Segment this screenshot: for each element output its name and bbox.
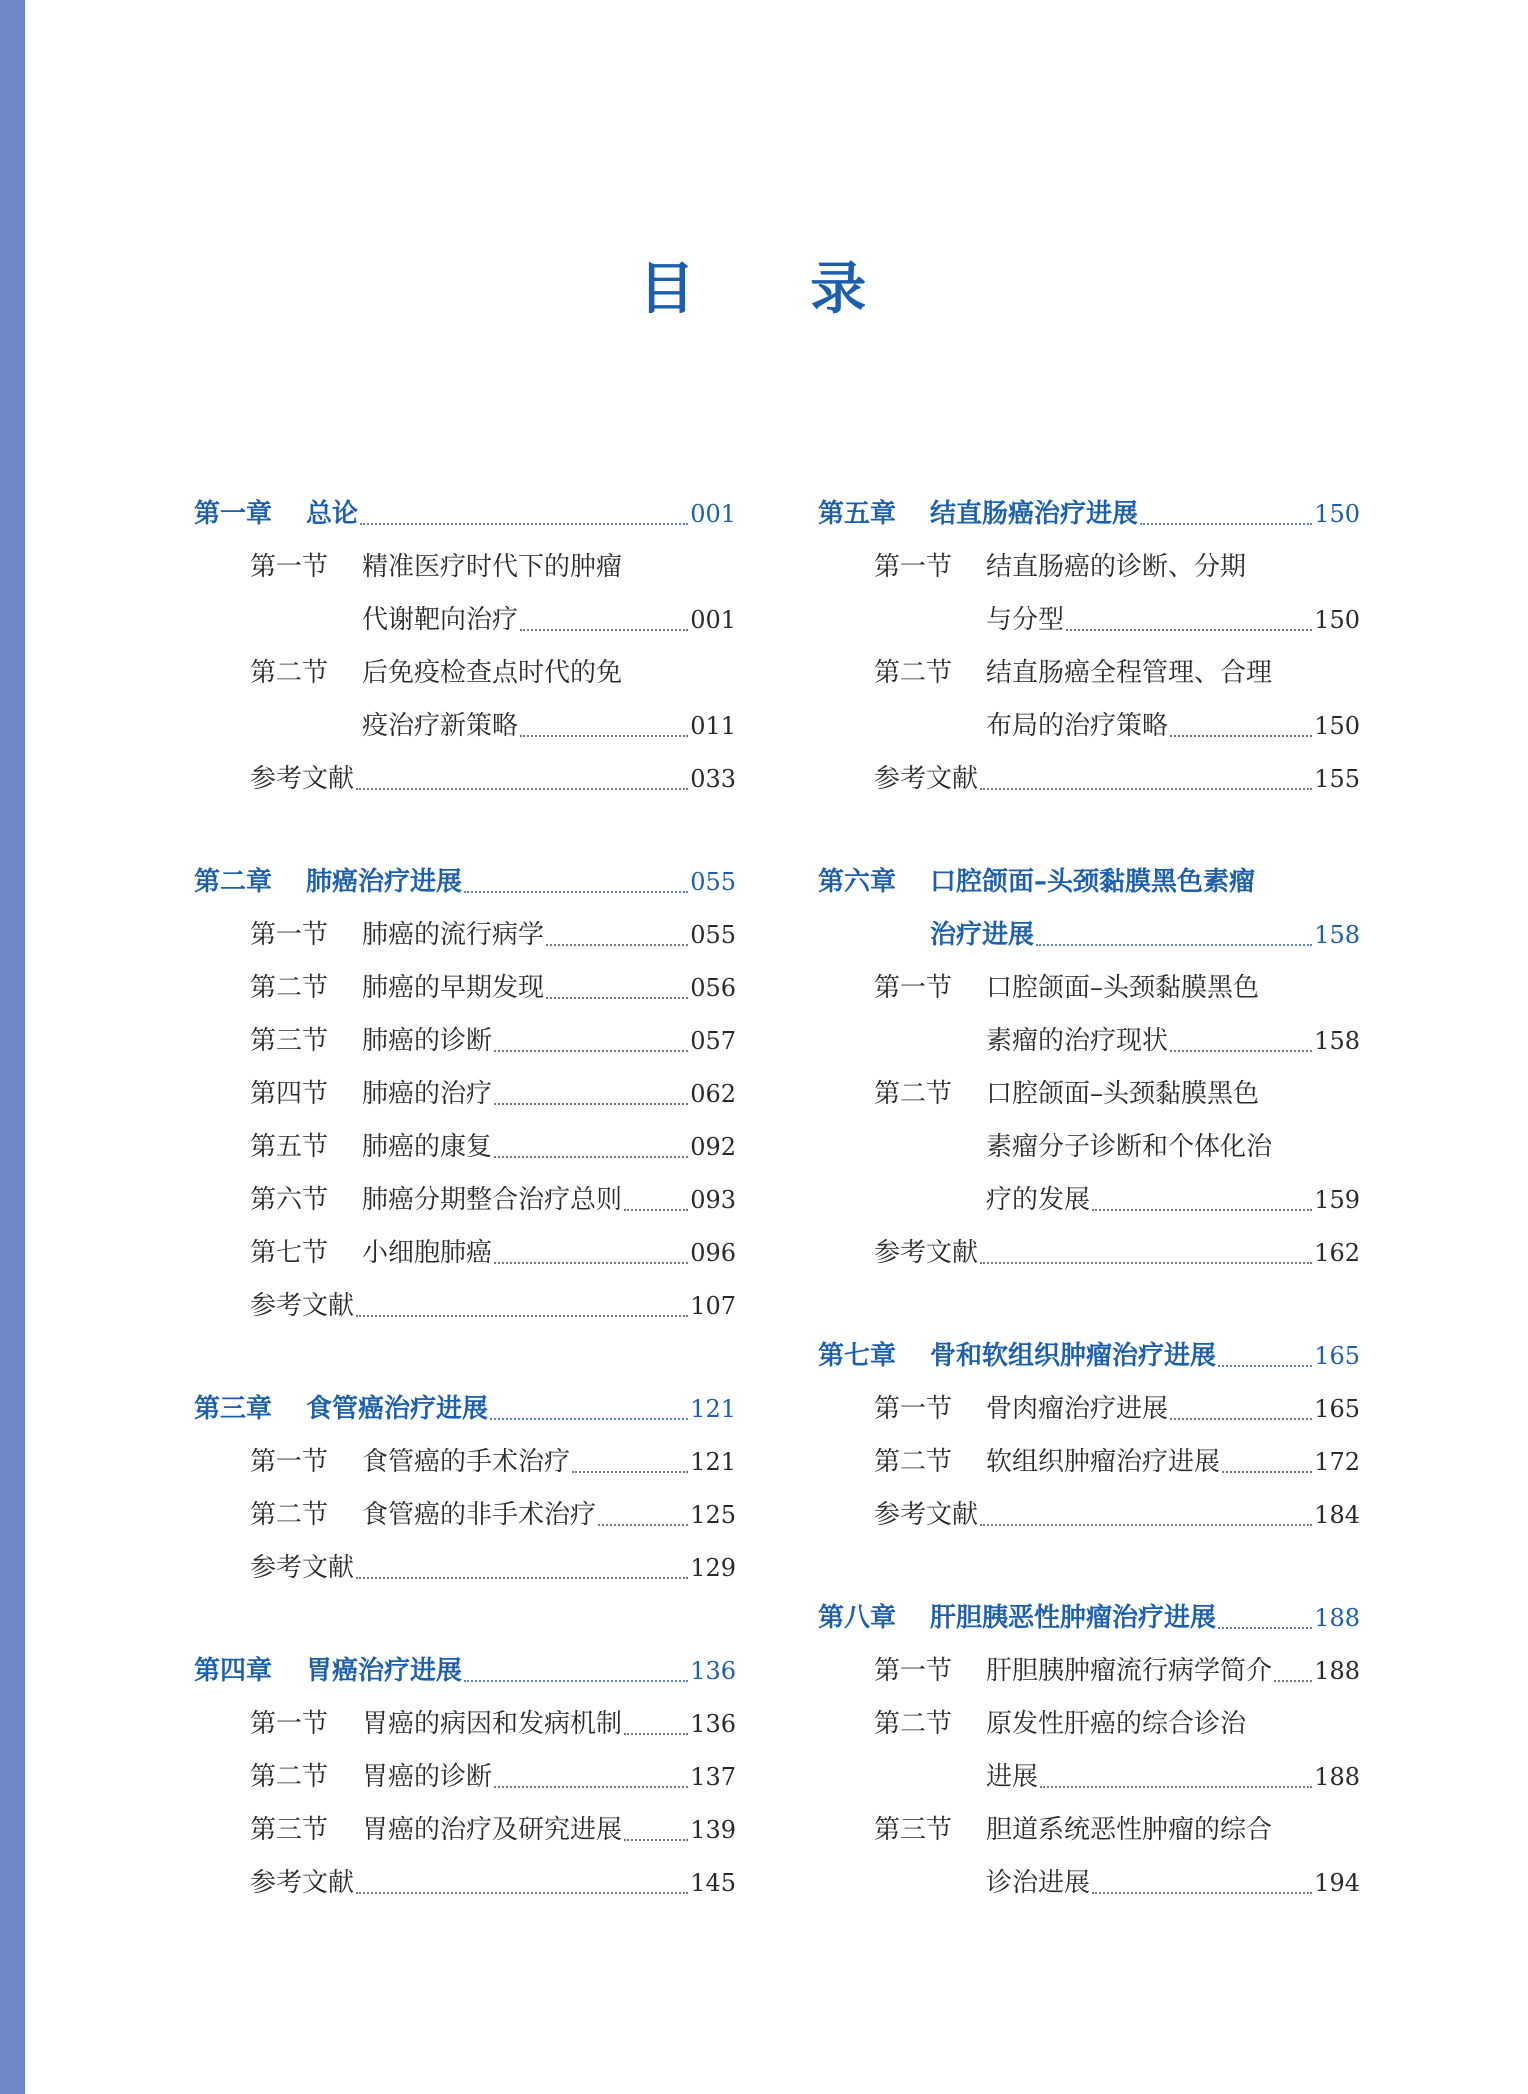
section-number: 第二节 xyxy=(250,658,329,688)
references-page-number: 162 xyxy=(1314,1239,1360,1267)
chapter-title: 口腔颌面–头颈黏膜黑色素瘤 xyxy=(930,867,1256,897)
chapter-title: 治疗进展 xyxy=(930,920,1035,950)
section-title: 与分型 xyxy=(986,605,1065,635)
references-page-number: 155 xyxy=(1314,765,1360,793)
section-title: 肺癌的早期发现 xyxy=(362,973,545,1003)
section-row[interactable] xyxy=(818,541,1360,594)
dot-leader xyxy=(464,1680,688,1682)
section-title: 肝胆胰肿瘤流行病学简介 xyxy=(986,1656,1273,1686)
chapter-number: 第二章 xyxy=(194,867,273,897)
dot-leader xyxy=(1140,523,1312,525)
section-row[interactable] xyxy=(194,1436,736,1489)
references-label: 参考文献 xyxy=(250,1868,355,1898)
chapter-title: 骨和软组织肿瘤治疗进展 xyxy=(930,1341,1217,1371)
chapter-page-number: 055 xyxy=(690,868,736,896)
dot-leader xyxy=(980,1262,1312,1264)
references-label: 参考文献 xyxy=(250,764,355,794)
section-page-number: 056 xyxy=(690,974,736,1002)
dot-leader xyxy=(356,788,688,790)
dot-leader xyxy=(1092,1209,1312,1211)
chapter-number: 第三章 xyxy=(194,1394,273,1424)
section-row[interactable] xyxy=(818,1015,1360,1068)
dot-leader xyxy=(356,1577,688,1579)
section-title: 胃癌的病因和发病机制 xyxy=(362,1709,623,1739)
chapter-page-number: 121 xyxy=(690,1395,736,1423)
dot-leader xyxy=(624,1209,688,1211)
dot-leader xyxy=(1222,1471,1312,1473)
dot-leader xyxy=(356,1315,688,1317)
section-page-number: 062 xyxy=(690,1080,736,1108)
section-number: 第一节 xyxy=(250,1709,329,1739)
section-page-number: 172 xyxy=(1314,1448,1360,1476)
section-title: 胃癌的治疗及研究进展 xyxy=(362,1815,623,1845)
section-number: 第二节 xyxy=(250,1762,329,1792)
chapter-title: 食管癌治疗进展 xyxy=(306,1394,489,1424)
chapter-number: 第七章 xyxy=(818,1341,897,1371)
section-title: 布局的治疗策略 xyxy=(986,711,1169,741)
section-title: 软组织肿瘤治疗进展 xyxy=(986,1447,1221,1477)
section-row[interactable] xyxy=(818,700,1360,753)
section-title: 进展 xyxy=(986,1762,1039,1792)
section-title: 小细胞肺癌 xyxy=(362,1238,493,1268)
section-row[interactable] xyxy=(818,594,1360,647)
chapter-heading-row[interactable] xyxy=(194,856,736,909)
dot-leader xyxy=(624,1733,688,1735)
chapter-title: 肝胆胰恶性肿瘤治疗进展 xyxy=(930,1603,1217,1633)
section-page-number: 165 xyxy=(1314,1395,1360,1423)
references-label: 参考文献 xyxy=(874,1500,979,1530)
chapter-title: 肺癌治疗进展 xyxy=(306,867,463,897)
section-title: 胃癌的诊断 xyxy=(362,1762,493,1792)
section-row[interactable] xyxy=(818,1383,1360,1436)
section-title: 口腔颌面–头颈黏膜黑色 xyxy=(986,1079,1260,1109)
section-number: 第一节 xyxy=(874,552,953,582)
section-number: 第三节 xyxy=(250,1815,329,1845)
section-page-number: 057 xyxy=(690,1027,736,1055)
section-row[interactable] xyxy=(818,1068,1360,1121)
references-row[interactable] xyxy=(194,1542,736,1595)
section-row[interactable] xyxy=(818,962,1360,1015)
section-number: 第五节 xyxy=(250,1132,329,1162)
section-row[interactable] xyxy=(194,1068,736,1121)
dot-leader xyxy=(1274,1680,1312,1682)
section-title: 食管癌的非手术治疗 xyxy=(362,1500,597,1530)
section-title: 后免疫检查点时代的免 xyxy=(362,658,623,688)
section-page-number: 136 xyxy=(690,1710,736,1738)
chapter-title: 胃癌治疗进展 xyxy=(306,1656,463,1686)
section-title: 诊治进展 xyxy=(986,1868,1091,1898)
section-title: 口腔颌面–头颈黏膜黑色 xyxy=(986,973,1260,1003)
section-page-number: 137 xyxy=(690,1763,736,1791)
section-row[interactable] xyxy=(818,1804,1360,1857)
chapter-page-number: 136 xyxy=(690,1657,736,1685)
dot-leader xyxy=(980,788,1312,790)
dot-leader xyxy=(1218,1627,1312,1629)
section-page-number: 055 xyxy=(690,921,736,949)
section-row[interactable] xyxy=(818,1698,1360,1751)
chapter-page-number: 165 xyxy=(1314,1342,1360,1370)
section-title: 肺癌的治疗 xyxy=(362,1079,493,1109)
references-page-number: 184 xyxy=(1314,1501,1360,1529)
section-page-number: 001 xyxy=(690,606,736,634)
section-title: 原发性肝癌的综合诊治 xyxy=(986,1709,1247,1739)
section-page-number: 011 xyxy=(690,712,736,740)
chapter-number: 第六章 xyxy=(818,867,897,897)
section-title: 骨肉瘤治疗进展 xyxy=(986,1394,1169,1424)
chapter-page-number: 001 xyxy=(690,500,736,528)
section-number: 第六节 xyxy=(250,1185,329,1215)
section-row[interactable] xyxy=(194,1121,736,1174)
section-row[interactable] xyxy=(194,1804,736,1857)
section-number: 第二节 xyxy=(250,973,329,1003)
section-title: 肺癌的康复 xyxy=(362,1132,493,1162)
dot-leader xyxy=(546,997,688,999)
section-row[interactable] xyxy=(818,1121,1360,1174)
references-page-number: 033 xyxy=(690,765,736,793)
page-title: 目 录 xyxy=(638,257,915,322)
dot-leader xyxy=(490,1418,688,1420)
section-row[interactable] xyxy=(194,700,736,753)
section-row[interactable] xyxy=(194,1751,736,1804)
section-title: 结直肠癌全程管理、合理 xyxy=(986,658,1273,688)
section-number: 第四节 xyxy=(250,1079,329,1109)
section-title: 胆道系统恶性肿瘤的综合 xyxy=(986,1815,1273,1845)
section-page-number: 150 xyxy=(1314,712,1360,740)
section-title: 疗的发展 xyxy=(986,1185,1091,1215)
dot-leader xyxy=(980,1524,1312,1526)
chapter-page-number: 158 xyxy=(1314,921,1360,949)
section-row[interactable] xyxy=(818,1857,1360,1910)
chapter-heading-row[interactable] xyxy=(194,1383,736,1436)
dot-leader xyxy=(520,629,688,631)
dot-leader xyxy=(1066,629,1312,631)
section-row[interactable] xyxy=(818,647,1360,700)
section-page-number: 139 xyxy=(690,1816,736,1844)
section-page-number: 194 xyxy=(1314,1869,1360,1897)
dot-leader xyxy=(464,891,688,893)
section-row[interactable] xyxy=(194,1015,736,1068)
dot-leader xyxy=(1092,1892,1312,1894)
toc-column-left xyxy=(194,488,736,1910)
section-number: 第二节 xyxy=(250,1500,329,1530)
references-label: 参考文献 xyxy=(874,1238,979,1268)
section-row[interactable] xyxy=(194,909,736,962)
chapter-gap xyxy=(818,1542,1360,1592)
dot-leader xyxy=(624,1839,688,1841)
chapter-page-number: 188 xyxy=(1314,1604,1360,1632)
section-page-number: 125 xyxy=(690,1501,736,1529)
dot-leader xyxy=(360,523,688,525)
dot-leader xyxy=(598,1524,688,1526)
chapter-gap xyxy=(194,1333,736,1383)
references-label: 参考文献 xyxy=(250,1291,355,1321)
section-number: 第一节 xyxy=(874,1656,953,1686)
dot-leader xyxy=(572,1471,688,1473)
dot-leader xyxy=(1170,1050,1312,1052)
references-row[interactable] xyxy=(194,1857,736,1910)
section-number: 第一节 xyxy=(250,1447,329,1477)
dot-leader xyxy=(494,1786,688,1788)
section-row[interactable] xyxy=(194,962,736,1015)
chapter-number: 第四章 xyxy=(194,1656,273,1686)
chapter-gap xyxy=(194,1595,736,1645)
chapter-page-number: 150 xyxy=(1314,500,1360,528)
section-number: 第二节 xyxy=(874,1079,953,1109)
chapter-gap xyxy=(818,806,1360,856)
chapter-gap xyxy=(818,1280,1360,1330)
section-row[interactable] xyxy=(818,1436,1360,1489)
section-number: 第二节 xyxy=(874,1709,953,1739)
section-number: 第一节 xyxy=(250,920,329,950)
section-title: 代谢靶向治疗 xyxy=(362,605,519,635)
references-page-number: 129 xyxy=(690,1554,736,1582)
dot-leader xyxy=(494,1262,688,1264)
section-row[interactable] xyxy=(818,1645,1360,1698)
dot-leader xyxy=(1040,1786,1312,1788)
chapter-number: 第五章 xyxy=(818,499,897,529)
section-page-number: 159 xyxy=(1314,1186,1360,1214)
section-title: 食管癌的手术治疗 xyxy=(362,1447,571,1477)
chapter-title: 结直肠癌治疗进展 xyxy=(930,499,1139,529)
section-title: 素瘤的治疗现状 xyxy=(986,1026,1169,1056)
references-row[interactable] xyxy=(194,1280,736,1333)
dot-leader xyxy=(494,1050,688,1052)
references-row[interactable] xyxy=(818,1227,1360,1280)
references-row[interactable] xyxy=(194,753,736,806)
references-row[interactable] xyxy=(818,753,1360,806)
toc-column-right xyxy=(818,488,1360,1910)
section-row[interactable] xyxy=(818,1751,1360,1804)
dot-leader xyxy=(520,735,688,737)
section-page-number: 158 xyxy=(1314,1027,1360,1055)
chapter-heading-row[interactable] xyxy=(818,488,1360,541)
dot-leader xyxy=(546,944,688,946)
chapter-heading-row[interactable] xyxy=(194,1645,736,1698)
section-title: 肺癌分期整合治疗总则 xyxy=(362,1185,623,1215)
references-page-number: 145 xyxy=(690,1869,736,1897)
section-row[interactable] xyxy=(194,647,736,700)
section-number: 第二节 xyxy=(874,1447,953,1477)
section-number: 第三节 xyxy=(250,1026,329,1056)
section-title: 结直肠癌的诊断、分期 xyxy=(986,552,1247,582)
dot-leader xyxy=(1170,1418,1312,1420)
section-page-number: 093 xyxy=(690,1186,736,1214)
side-color-bar xyxy=(0,0,25,2094)
dot-leader xyxy=(1036,944,1312,946)
section-number: 第一节 xyxy=(874,973,953,1003)
dot-leader xyxy=(494,1103,688,1105)
chapter-title: 总论 xyxy=(306,499,359,529)
section-page-number: 121 xyxy=(690,1448,736,1476)
section-page-number: 188 xyxy=(1314,1763,1360,1791)
references-label: 参考文献 xyxy=(250,1553,355,1583)
section-row[interactable] xyxy=(194,1489,736,1542)
dot-leader xyxy=(1170,735,1312,737)
section-number: 第七节 xyxy=(250,1238,329,1268)
section-number: 第一节 xyxy=(874,1394,953,1424)
chapter-heading-row[interactable] xyxy=(818,1592,1360,1645)
section-title: 肺癌的诊断 xyxy=(362,1026,493,1056)
section-title: 疫治疗新策略 xyxy=(362,711,519,741)
section-row[interactable] xyxy=(818,1174,1360,1227)
references-label: 参考文献 xyxy=(874,764,979,794)
section-page-number: 188 xyxy=(1314,1657,1360,1685)
chapter-number: 第八章 xyxy=(818,1603,897,1633)
section-row[interactable] xyxy=(194,594,736,647)
section-title: 素瘤分子诊断和个体化治 xyxy=(986,1132,1273,1162)
chapter-heading-row[interactable] xyxy=(818,1330,1360,1383)
section-row[interactable] xyxy=(194,1698,736,1751)
chapter-heading-row[interactable] xyxy=(818,856,1360,909)
chapter-heading-row[interactable] xyxy=(818,909,1360,962)
chapter-heading-row[interactable] xyxy=(194,488,736,541)
section-number: 第三节 xyxy=(874,1815,953,1845)
dot-leader xyxy=(1218,1365,1312,1367)
section-page-number: 150 xyxy=(1314,606,1360,634)
section-number: 第一节 xyxy=(250,552,329,582)
section-page-number: 096 xyxy=(690,1239,736,1267)
section-row[interactable] xyxy=(194,541,736,594)
chapter-gap xyxy=(194,806,736,856)
section-page-number: 092 xyxy=(690,1133,736,1161)
dot-leader xyxy=(356,1892,688,1894)
section-row[interactable] xyxy=(194,1174,736,1227)
section-title: 肺癌的流行病学 xyxy=(362,920,545,950)
dot-leader xyxy=(494,1156,688,1158)
section-title: 精准医疗时代下的肿瘤 xyxy=(362,552,623,582)
references-page-number: 107 xyxy=(690,1292,736,1320)
section-row[interactable] xyxy=(194,1227,736,1280)
chapter-number: 第一章 xyxy=(194,499,273,529)
references-row[interactable] xyxy=(818,1489,1360,1542)
section-number: 第二节 xyxy=(874,658,953,688)
